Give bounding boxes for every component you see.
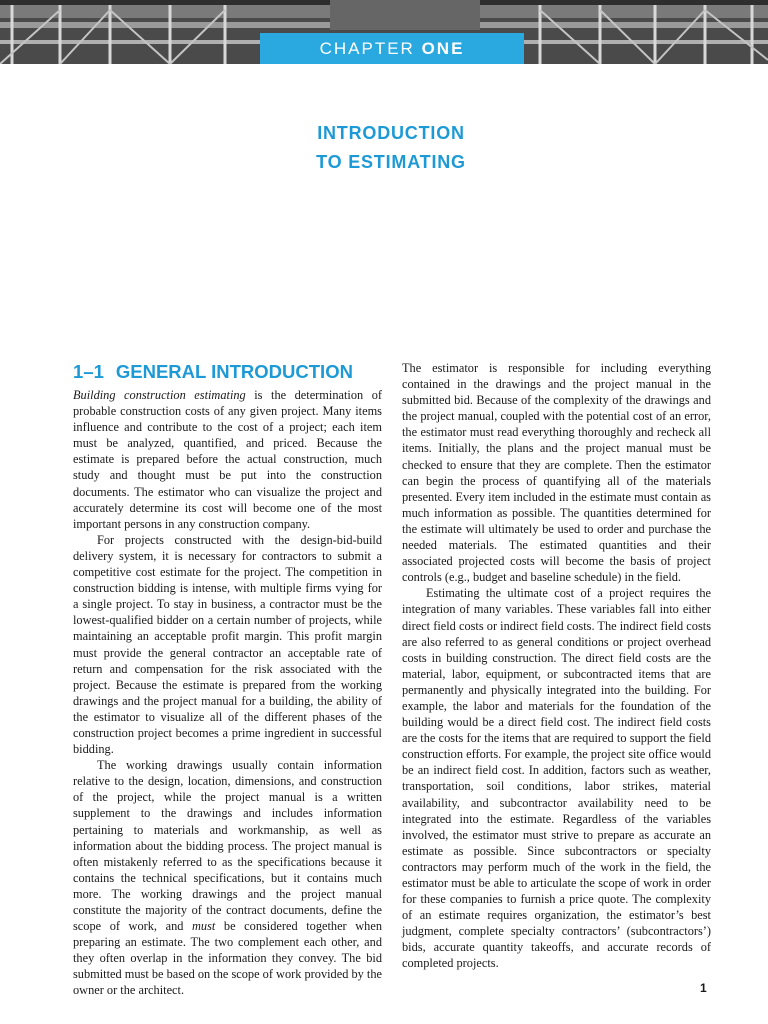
chapter-title-line-1: INTRODUCTION bbox=[317, 123, 465, 143]
paragraph bbox=[73, 387, 382, 532]
emphasized-word: must bbox=[192, 919, 216, 934]
paragraph-text: be considered together when preparing an estimate. The two complement each other, and they often overlap in the information they convey. The bid submitted must be based on the scope of work provided by the owner or the architect. bbox=[73, 919, 382, 998]
right-column bbox=[402, 360, 711, 972]
page-number: 1 bbox=[700, 981, 707, 995]
paragraph: The estimator is responsible for including everything contained in the drawings and the project manual in the submitted bid. Because of the complexity of the drawings and the project manual, coupled with the potential cost of an error, the estimator must read everything thoroughly and recheck all items. Initially, the plans and the project manual must be checked to ensure that they are complete. Then the estimator can begin the process of quantifying all of the materials presented. Every item included in the estimate must contain as much information as possible. The quantities determined for the estimate will ultimately be used to order and purchase the needed materials. The estimated quantities and their associated projected costs will become the basis of project controls (e.g., budget and baseline schedule) in the field. bbox=[402, 361, 711, 585]
section-heading bbox=[73, 361, 382, 383]
section-title: GENERAL INTRODUCTION bbox=[115, 361, 353, 382]
chapter-word: CHAPTER bbox=[319, 39, 415, 58]
chapter-title bbox=[0, 119, 768, 177]
paragraph-text: is the determination of probable construction costs of any given project. Many items influence and contribute to the cost of a project; each item must be analyzed, quantified, and priced. Because the estimate is prepared before the actual construction, much study and thought must be put into the construction documents. The estimator who can visualize the project and accurately determine its cost will become one of the most important persons in any construction company. bbox=[73, 388, 382, 531]
emphasized-term: Building construction estimating bbox=[73, 388, 246, 402]
chapter-title-line-2: TO ESTIMATING bbox=[316, 152, 466, 172]
paragraph-text: The working drawings usually contain information relative to the design, location, dimensions, and construction of the project, while the project manual is a written supplement to the drawings and includes information pertaining to materials and workmanship, as well as information about the bidding process. The project manual is often mistakenly referred to as the specifications because it contains the technical specifications, but it contains much more. The working drawings and the project manual constitute the majority of the contract documents, define the scope of work, and bbox=[73, 758, 382, 934]
paragraph bbox=[73, 757, 382, 998]
paragraph: For projects constructed with the design-bid-build delivery system, it is necessary for contractors to submit a competitive cost estimate for the project. The competition in construction bidding is intense, with multiple firms vying for a single project. To stay in business, a contractor must be the lowest-qualified bidder on a certain number of projects, while maintaining an acceptable profit margin. This profit margin must provide the general contractor an acceptable rate of return and compensation for the risk associated with the project. Because the estimate is prepared from the working drawings and the project manual for a building, the ability of the estimator to visualize all of the different phases of the construction project becomes a prime ingredient in successful bidding. bbox=[73, 532, 382, 757]
paragraph: Estimating the ultimate cost of a project requires the integration of many variables. These variables fall into either direct field costs or indirect field costs. The indirect field costs are also referred to as general conditions or project overhead costs in building construction. The direct field costs are the material, labor, equipment, or subcontracted items that are permanently and physically integrated into the building. For example, the labor and materials for the foundation of the building would be a direct field cost. The indirect field costs are the costs for the items that are required to support the field construction efforts. For example, the project site office would be an indirect field cost. In addition, factors such as weather, transportation, soil conditions, labor strikes, material availability, and subcontractor availability need to be integrated into the estimate. Regardless of the variables involved, the estimator must strive to prepare as accurate an estimate as possible. Since subcontractors or specialty contractors may perform much of the work in the field, the estimator must be able to articulate the scope of work in order for these companies to furnish a price quote. The complexity of an estimate requires organization, the estimator’s best judgment, complete specialty contractors’ (subcontractors’) bids, accurate quantity takeoffs, and accurate records of completed projects. bbox=[402, 586, 711, 971]
left-column bbox=[73, 361, 382, 999]
section-number: 1–1 bbox=[73, 361, 104, 382]
chapter-label bbox=[260, 33, 524, 64]
chapter-number: ONE bbox=[421, 39, 465, 58]
